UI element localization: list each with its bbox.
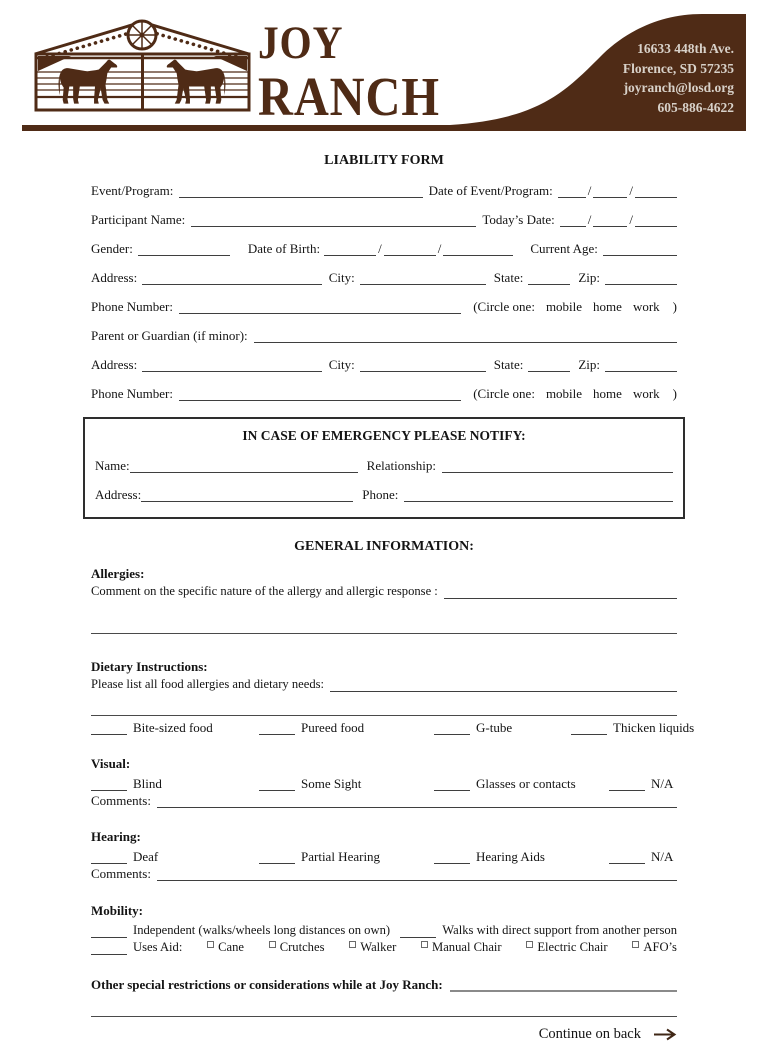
slash-separator: / — [378, 241, 382, 256]
guardian-phone-row — [91, 386, 677, 401]
blind-label: Blind — [133, 776, 162, 791]
dietary-needs-field-line2[interactable] — [91, 701, 677, 716]
hearing-comments-field[interactable] — [157, 866, 677, 881]
visual-na-field[interactable] — [609, 776, 645, 791]
cane-checkbox[interactable] — [207, 941, 214, 948]
circle-one-suffix: ) — [672, 386, 677, 401]
partial-hearing-field[interactable] — [259, 849, 295, 864]
emergency-relationship-label: Relationship: — [366, 458, 436, 473]
independent-label: Independent (walks/wheels long distances on own) — [133, 923, 391, 937]
hearing-aids-field[interactable] — [434, 849, 470, 864]
hearing-na-field[interactable] — [609, 849, 645, 864]
hearing-options-row — [91, 849, 677, 864]
some-sight-field[interactable] — [259, 776, 295, 791]
afos-checkbox[interactable] — [632, 941, 639, 948]
emergency-address-row — [95, 487, 673, 502]
allergies-comment-field[interactable] — [444, 584, 677, 599]
hearing-aids-label: Hearing Aids — [476, 849, 545, 864]
state-label: State: — [493, 270, 524, 285]
pureed-food-label: Pureed food — [301, 720, 365, 735]
wagon-wheel-icon — [128, 21, 156, 49]
hearing-comments-row — [91, 866, 677, 881]
slash-separator: / — [437, 241, 442, 256]
glasses-contacts-field[interactable] — [434, 776, 470, 791]
page-title: LIABILITY FORM — [324, 153, 444, 168]
emergency-title: IN CASE OF EMERGENCY PLEASE NOTIFY: — [242, 428, 526, 443]
circle-one-prefix: (Circle one: — [473, 386, 535, 401]
electric-chair-label: Electric Chair — [537, 940, 608, 954]
participant-row — [91, 212, 677, 227]
contact-info — [623, 39, 734, 117]
dietary-heading: Dietary Instructions: — [91, 659, 208, 674]
slash-separator: / — [629, 212, 633, 227]
todays-date-field-1[interactable] — [560, 212, 586, 227]
allergies-heading: Allergies: — [91, 566, 145, 581]
emergency-name-row — [95, 458, 673, 473]
walker-checkbox[interactable] — [349, 941, 356, 948]
phone-number-label: Phone Number: — [91, 386, 173, 401]
crutches-checkbox[interactable] — [269, 941, 276, 948]
todays-date-field-3[interactable] — [635, 212, 677, 227]
continue-row — [91, 1026, 677, 1043]
emergency-name-field[interactable] — [130, 458, 358, 473]
gender-label: Gender: — [91, 241, 133, 256]
hearing-na-label: N/A — [651, 849, 674, 864]
circle-option-home[interactable]: home — [593, 299, 622, 314]
walks-with-support-label: Walks with direct support from another person — [442, 923, 677, 937]
dietary-needs-field[interactable] — [330, 677, 677, 692]
blind-field[interactable] — [91, 776, 127, 791]
glasses-contacts-label: Glasses or contacts — [476, 776, 576, 791]
visual-options-row — [91, 776, 677, 791]
circle-one-group — [473, 299, 677, 314]
dietary-options-row — [91, 720, 695, 735]
visual-comments-row — [91, 793, 677, 808]
other-restrictions-field[interactable] — [450, 976, 677, 992]
afos-label: AFO’s — [643, 940, 677, 954]
zip-label: Zip: — [578, 270, 600, 285]
circle-option-work[interactable]: work — [632, 299, 660, 314]
g-tube-field[interactable] — [434, 720, 470, 735]
hearing-heading: Hearing: — [91, 829, 141, 844]
continue-on-back-label: Continue on back — [538, 1026, 641, 1042]
bite-sized-food-label: Bite-sized food — [133, 720, 213, 735]
thicken-liquids-label: Thicken liquids — [613, 720, 695, 735]
comments-label: Comments: — [91, 866, 151, 881]
event-row — [91, 183, 677, 198]
circle-one-group — [473, 386, 677, 401]
city-field[interactable] — [360, 270, 486, 285]
contact-city: Florence, SD 57235 — [622, 60, 734, 76]
emergency-phone-label: Phone: — [362, 487, 399, 502]
address-label: Address: — [91, 270, 138, 285]
emergency-relationship-field[interactable] — [442, 458, 673, 473]
todays-date-field-2[interactable] — [593, 212, 627, 227]
participant-name-label: Participant Name: — [91, 212, 186, 227]
mobility-row-2 — [91, 940, 677, 955]
comments-label: Comments: — [91, 793, 151, 808]
other-restrictions-heading: Other special restrictions or considerations while at Joy Ranch: — [91, 977, 443, 992]
deaf-field[interactable] — [91, 849, 127, 864]
city-label: City: — [328, 357, 355, 372]
guardian-state-field[interactable] — [528, 357, 570, 372]
city-label: City: — [328, 270, 355, 285]
contact-email: joyranch@losd.org — [623, 80, 734, 95]
date-of-event-field-2[interactable] — [593, 183, 627, 198]
circle-option-home[interactable]: home — [593, 386, 622, 401]
emergency-address-label: Address: — [95, 487, 142, 502]
emergency-phone-field[interactable] — [404, 487, 673, 502]
logo-word-ranch: RANCH — [258, 66, 440, 127]
header — [0, 0, 770, 132]
circle-option-mobile[interactable]: mobile — [545, 299, 583, 314]
manual-chair-checkbox[interactable] — [421, 941, 428, 948]
uses-aid-field[interactable] — [91, 940, 127, 955]
mobility-row-1 — [91, 923, 677, 938]
current-age-label: Current Age: — [530, 241, 598, 256]
guardian-phone-field[interactable] — [179, 386, 461, 401]
g-tube-label: G-tube — [476, 720, 513, 735]
parent-guardian-label: Parent or Guardian (if minor): — [91, 328, 248, 343]
guardian-city-field[interactable] — [360, 357, 486, 372]
gender-field[interactable] — [138, 241, 230, 256]
independent-field[interactable] — [91, 923, 127, 938]
walks-with-support-field[interactable] — [400, 923, 436, 938]
emergency-address-field[interactable] — [141, 487, 353, 502]
other-restrictions-row — [91, 976, 677, 992]
zip-field[interactable] — [605, 270, 677, 285]
slash-separator: / — [629, 183, 633, 198]
arrow-right-icon — [653, 1028, 677, 1041]
barn-logo — [33, 13, 251, 115]
guardian-row — [91, 328, 677, 343]
circle-one-prefix: (Circle one: — [473, 299, 535, 314]
deaf-label: Deaf — [133, 849, 159, 864]
contact-phone: 605-886-4622 — [657, 99, 734, 115]
state-label: State: — [493, 357, 524, 372]
allergies-prompt: Comment on the specific nature of the allergy and allergic response : — [91, 584, 438, 598]
dob-field-2[interactable] — [384, 241, 436, 256]
bite-sized-food-field[interactable] — [91, 720, 127, 735]
other-restrictions-field-line2[interactable] — [91, 1002, 677, 1017]
date-of-event-field-3[interactable] — [635, 183, 677, 198]
manual-chair-label: Manual Chair — [432, 940, 502, 954]
mobility-heading: Mobility: — [91, 903, 143, 918]
guardian-address-row — [91, 357, 677, 372]
visual-heading: Visual: — [91, 756, 131, 771]
circle-option-mobile[interactable]: mobile — [545, 386, 583, 401]
date-of-birth-label: Date of Birth: — [247, 241, 321, 256]
address-row — [91, 270, 677, 285]
state-field[interactable] — [528, 270, 570, 285]
guardian-zip-field[interactable] — [605, 357, 677, 372]
walker-label: Walker — [360, 940, 397, 954]
address-label: Address: — [91, 357, 138, 372]
uses-aid-label: Uses Aid: — [133, 940, 183, 954]
dietary-prompt-row — [91, 677, 677, 692]
some-sight-label: Some Sight — [301, 776, 362, 791]
partial-hearing-label: Partial Hearing — [301, 849, 381, 864]
logo-word-joy: JOY — [258, 17, 344, 69]
phone-number-field[interactable] — [179, 299, 461, 314]
dietary-prompt: Please list all food allergies and dietary needs: — [91, 677, 325, 691]
allergies-prompt-row — [91, 584, 677, 599]
crutches-label: Crutches — [279, 940, 325, 954]
general-info-title: GENERAL INFORMATION: — [294, 539, 474, 554]
event-program-field[interactable] — [179, 183, 422, 198]
visual-comments-field[interactable] — [157, 793, 677, 808]
dob-field-3[interactable] — [443, 241, 513, 256]
emergency-box — [83, 417, 685, 519]
thicken-liquids-field[interactable] — [571, 720, 607, 735]
slash-separator: / — [587, 212, 592, 227]
contact-street: 16633 448th Ave. — [637, 41, 734, 56]
guardian-address-field[interactable] — [142, 357, 321, 372]
phone-row — [91, 299, 677, 314]
emergency-name-label: Name: — [95, 458, 130, 473]
electric-chair-checkbox[interactable] — [526, 941, 533, 948]
todays-date-label: Today’s Date: — [482, 212, 555, 227]
gender-row — [91, 241, 677, 256]
circle-one-suffix: ) — [672, 299, 677, 314]
dob-field-1[interactable] — [324, 241, 376, 256]
allergies-comment-field-line2[interactable] — [91, 619, 677, 634]
address-field[interactable] — [142, 270, 321, 285]
logo-wordmark — [258, 17, 440, 127]
zip-label: Zip: — [578, 357, 600, 372]
date-of-event-field-1[interactable] — [558, 183, 586, 198]
slash-separator: / — [587, 183, 592, 198]
visual-na-label: N/A — [651, 776, 674, 791]
participant-name-field[interactable] — [191, 212, 476, 227]
phone-number-label: Phone Number: — [91, 299, 173, 314]
form-body — [0, 153, 770, 1043]
circle-option-work[interactable]: work — [632, 386, 660, 401]
event-program-label: Event/Program: — [91, 183, 174, 198]
current-age-field[interactable] — [603, 241, 677, 256]
date-of-event-label: Date of Event/Program: — [428, 183, 553, 198]
cane-label: Cane — [218, 940, 244, 954]
pureed-food-field[interactable] — [259, 720, 295, 735]
parent-guardian-field[interactable] — [254, 328, 677, 343]
